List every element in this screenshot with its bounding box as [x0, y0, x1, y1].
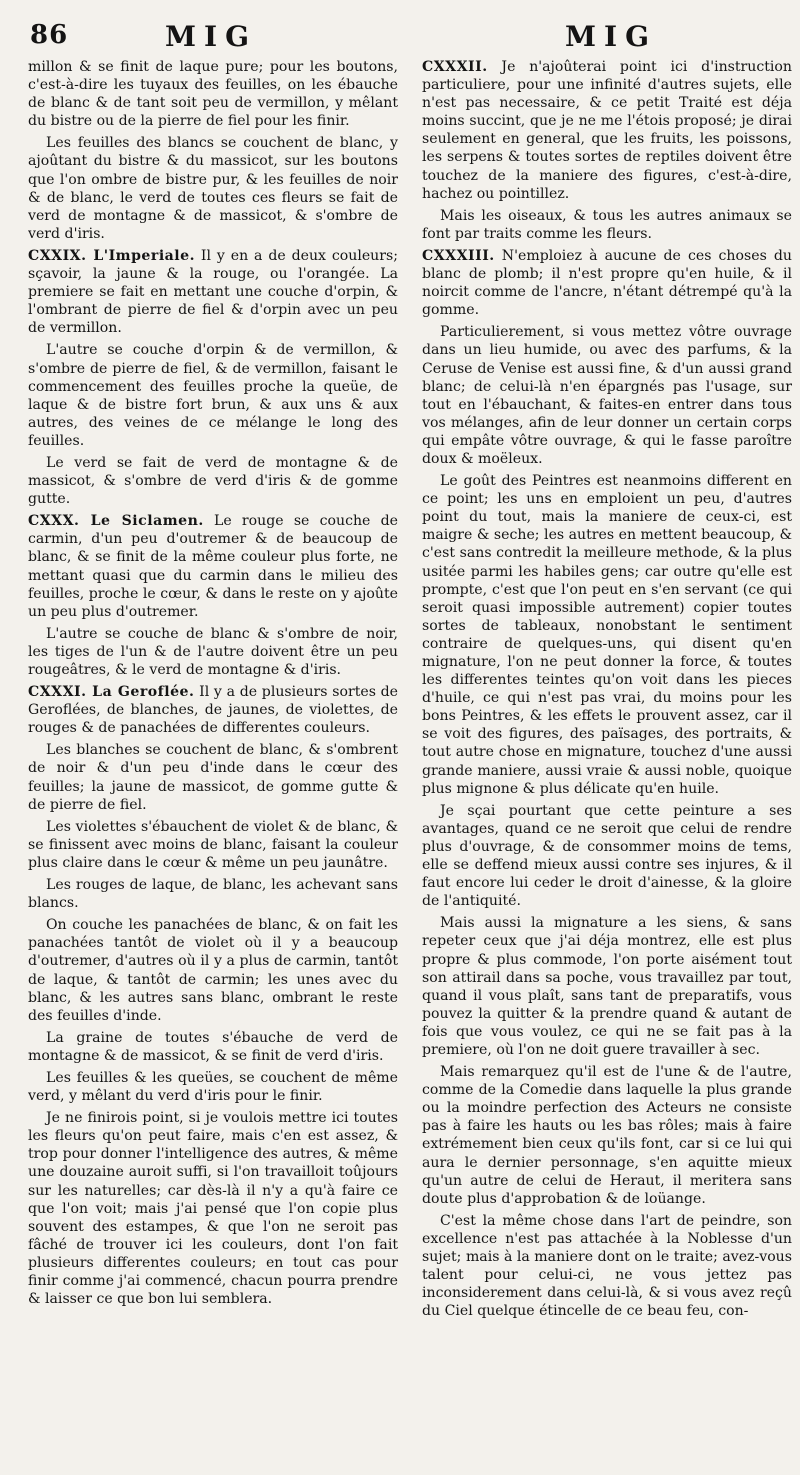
paragraph	[28, 683, 398, 737]
paragraph-text: La graine de toutes s'ébauche de verd de montagne & de massicot, & se finit de verd d'iris.	[28, 1029, 398, 1064]
paragraph	[422, 914, 792, 1059]
paragraph	[422, 58, 792, 203]
paragraph-text: Il y en a de deux couleurs; sçavoir, la jaune & la rouge, ou l'orangée. La premiere se fait en mettant une couche d'orpin, & l'ombrant de pierre de fiel & d'orpin avec un peu de vermillon.	[28, 247, 398, 337]
paragraph-text: Il y a de plusieurs sortes de Geroflées, de blanches, de jaunes, de violettes, de rouges & de panachées de differentes couleurs.	[28, 684, 398, 737]
section-heading: CXXX. Le Siclamen.	[28, 513, 204, 530]
paragraph-text: Mais remarquez qu'il est de l'une & de l'autre, comme de la Comedie dans laquelle la plus grande ou la moindre perfection des Acteurs ne consiste pas à faire les hauts ou les bas rôles; mais à faire extrémement bien ceux qu'ils font, car si ce lui qui aura le dernier personnage, s'en aquitte mieux qu'un autre de celui de Heraut, il meritera sans doute plus d'approbation & de loüange.	[422, 1064, 792, 1207]
paragraph	[422, 247, 792, 319]
paragraph	[28, 1029, 398, 1065]
page-number: 86	[30, 20, 69, 50]
paragraph	[422, 207, 792, 243]
paragraph	[28, 1109, 398, 1308]
section-heading: CXXXIII.	[422, 247, 495, 264]
left-column	[28, 58, 398, 1467]
section-heading: CXXXI. La Geroflée.	[28, 684, 195, 701]
paragraph	[28, 341, 398, 450]
paragraph	[28, 916, 398, 1025]
running-head-right: MIG	[565, 20, 658, 53]
paragraph-text: Je sçai pourtant que cette peinture a ses avantages, quand ce ne seroit que celui de rendre plus d'ouvrage, & de consommer moins de tems, elle se deffend mieux aussi contre ses injures, & il faut encore lui ceder le droit d'ainesse, & la gloire de l'antiquité.	[422, 802, 792, 910]
paragraph-text: Les blanches se couchent de blanc, & s'ombrent de noir & d'un peu d'inde dans le cœur des feuilles; la jaune de massicot, de gomme gutte & de pierre de fiel.	[28, 742, 398, 813]
paragraph-text: Particulierement, si vous mettez vôtre ouvrage dans un lieu humide, ou avec des parfums, & la Ceruse de Venise est aussi fine, & d'un aussi grand blanc; de celui-là n'en épargnés pas l'usage, sur tout en l'ébauchant, & faites-en entrer dans tous vos mélanges, afin de leur donner un certain corps qui empâte vôtre ouvrage, & qui le fasse paroître doux & moëleux.	[422, 324, 792, 467]
paragraph	[28, 247, 398, 337]
paragraph	[28, 876, 398, 912]
paragraph	[28, 741, 398, 813]
paragraph-text: Le verd se fait de verd de montagne & de massicot, & s'ombre de verd d'iris & de gomme gutte.	[28, 454, 398, 508]
paragraph-text: Les rouges de laque, de blanc, les achevant sans blancs.	[28, 877, 398, 912]
section-heading: CXXIX. L'Imperiale.	[28, 247, 196, 264]
paragraph	[28, 1069, 398, 1105]
paragraph-text: Les violettes s'ébauchent de violet & de blanc, & se finissent avec moins de blanc, faisant la couleur plus claire dans le cœur & même un peu jaunâtre.	[28, 818, 398, 871]
paragraph-text: Mais aussi la mignature a les siens, & sans repeter ceux que j'ai déja montrez, elle est plus propre & plus commode, l'on porte aisément tout son attirail dans sa poche, vous travaillez par tout, quand il vous plaît, sans tant de preparatifs, vous pouvez la quitter & la prendre quand & autant de fois que vous voulez, ce qui ne se fait pas à la premiere, où l'on ne doit guere travailler à sec.	[422, 915, 792, 1058]
paragraph	[28, 512, 398, 621]
paragraph-text: Les feuilles & les queües, se couchent de même verd, y mêlant du verd d'iris pour le finir.	[28, 1069, 398, 1105]
paragraph-text: C'est la même chose dans l'art de peindre, son excellence n'est pas attachée à la Noblesse d'un sujet; mais à la maniere dont on le traite; avez-vous talent pour celui-ci, ne vous jettez pas inconsiderement dans celui-là, & si vous avez reçû du Ciel quelque étincelle de ce beau feu, con-	[422, 1212, 792, 1320]
paragraph	[28, 454, 398, 508]
paragraph	[422, 802, 792, 911]
paragraph	[28, 58, 398, 130]
paragraph-text: Les feuilles des blancs se couchent de blanc, y ajoûtant du bistre & du massicot, sur les boutons que l'on ombre de bistre pur, & les feuilles de noir & de blanc, le verd de toutes ces fleurs se fait de verd de montagne & de massicot, & s'ombre de verd d'iris.	[28, 135, 398, 242]
paragraph-text: On couche les panachées de blanc, & on fait les panachées tantôt de violet où il y a beaucoup d'outremer, d'autres où il y a plus de carmin, tantôt de laque, & tantôt de carmin; les unes avec du blanc, & les autres sans blanc, ombrant le reste des feuilles d'inde.	[28, 917, 398, 1024]
paragraph-text: Je n'ajoûterai point ici d'instruction particuliere, pour une infinité d'autres sujets, elle n'est pas necessaire, & ce petit Traité est déja moins succint, que je ne me l'étois proposé; je dirai seulement en general, que les fruits, les poissons, les serpens & toutes sortes de reptiles doivent être touchez de la maniere des figures, c'est-à-dire, hachez ou pointillez.	[422, 59, 792, 202]
text-columns	[28, 58, 792, 1467]
paragraph-text: millon & se finit de laque pure; pour les boutons, c'est-à-dire les tuyaux des feuilles, on les ébauche de blanc & de tant soit peu de vermillon, y mêlant du bistre ou de la pierre de fiel pour les finir.	[28, 59, 398, 130]
paragraph	[422, 1063, 792, 1208]
paragraph-text: Je ne finirois point, si je voulois mettre ici toutes les fleurs qu'on peut faire, mais c'en est assez, & trop pour donner l'intelligence des autres, & même une douzaine auroit suffi, si l'on travailloit toûjours sur les naturelles; car dès-là il n'y a qu'à faire ce que l'on voit; mais j'ai pensé que l'on copie plus souvent des estampes, & que l'on ne seroit pas fâché de trouver ici les couleurs, dont l'on fait plusieurs differentes couleurs; en tout cas pour finir comme j'ai commencé, chacun pourra prendre & laisser ce que bon lui semblera.	[28, 1110, 398, 1308]
paragraph-text: L'autre se couche de blanc & s'ombre de noir, les tiges de l'un & de l'autre doivent être un peu rougeâtres, & le verd de montagne & d'iris.	[28, 625, 398, 678]
paragraph	[422, 472, 792, 798]
paragraph	[28, 818, 398, 872]
paragraph	[422, 1212, 792, 1321]
paragraph-text: Le goût des Peintres est neanmoins different en ce point; les uns en emploient un peu, d'autres point du tout, mais la maniere de ceux-ci, est maigre & seche; les autres en mettent beaucoup, & c'est sans contredit la meilleure methode, & la plus usitée parmi les habiles gens; car outre qu'elle est prompte, c'est que l'on peut en s'en servant (ce qui seroit quasi impossible autrement) copier toutes sortes de tableaux, nonobstant le sentiment contraire de quelques-uns, qui disent qu'en mignature, l'on ne peut donner la force, & toutes les differentes teintes qu'on voit dans les pieces d'huile, ce qui n'est pas vrai, du moins pour les bons Peintres, & les effets le prouvent assez, car il se voit des figures, des païsages, des portraits, & tout autre chose en mignature, touchez d'une aussi grande maniere, aussi vraie & aussi noble, quoique plus mignone & plus délicate qu'en huile.	[422, 473, 792, 797]
paragraph-text: N'emploiez à aucune de ces choses du blanc de plomb; il n'est propre qu'en huile, & il noircit comme de l'ancre, n'étant détrempé qu'à la gomme.	[422, 247, 792, 319]
paragraph	[28, 625, 398, 679]
section-heading: CXXXII.	[422, 59, 488, 75]
paragraph	[28, 134, 398, 243]
paragraph-text: L'autre se couche d'orpin & de vermillon, & s'ombre de pierre de fiel, & de vermillon, faisant le commencement des feuilles proche la queüe, de laque & de bistre fort brun, & aux uns & aux autres, des veines de ce mélange le long des feuilles.	[28, 342, 398, 449]
right-column	[422, 58, 792, 1467]
paragraph-text: Mais les oiseaux, & tous les autres animaux se font par traits comme les fleurs.	[422, 207, 792, 242]
running-head-left: MIG	[165, 20, 258, 53]
paragraph-text: Le rouge se couche de carmin, d'un peu d'outremer & de beaucoup de blanc, & se finit de la même couleur plus forte, ne mettant quasi que du carmin dans le milieu des feuilles, proche le cœur, & dans le reste on y ajoûte un peu plus d'outremer.	[28, 513, 398, 620]
paragraph	[422, 323, 792, 468]
